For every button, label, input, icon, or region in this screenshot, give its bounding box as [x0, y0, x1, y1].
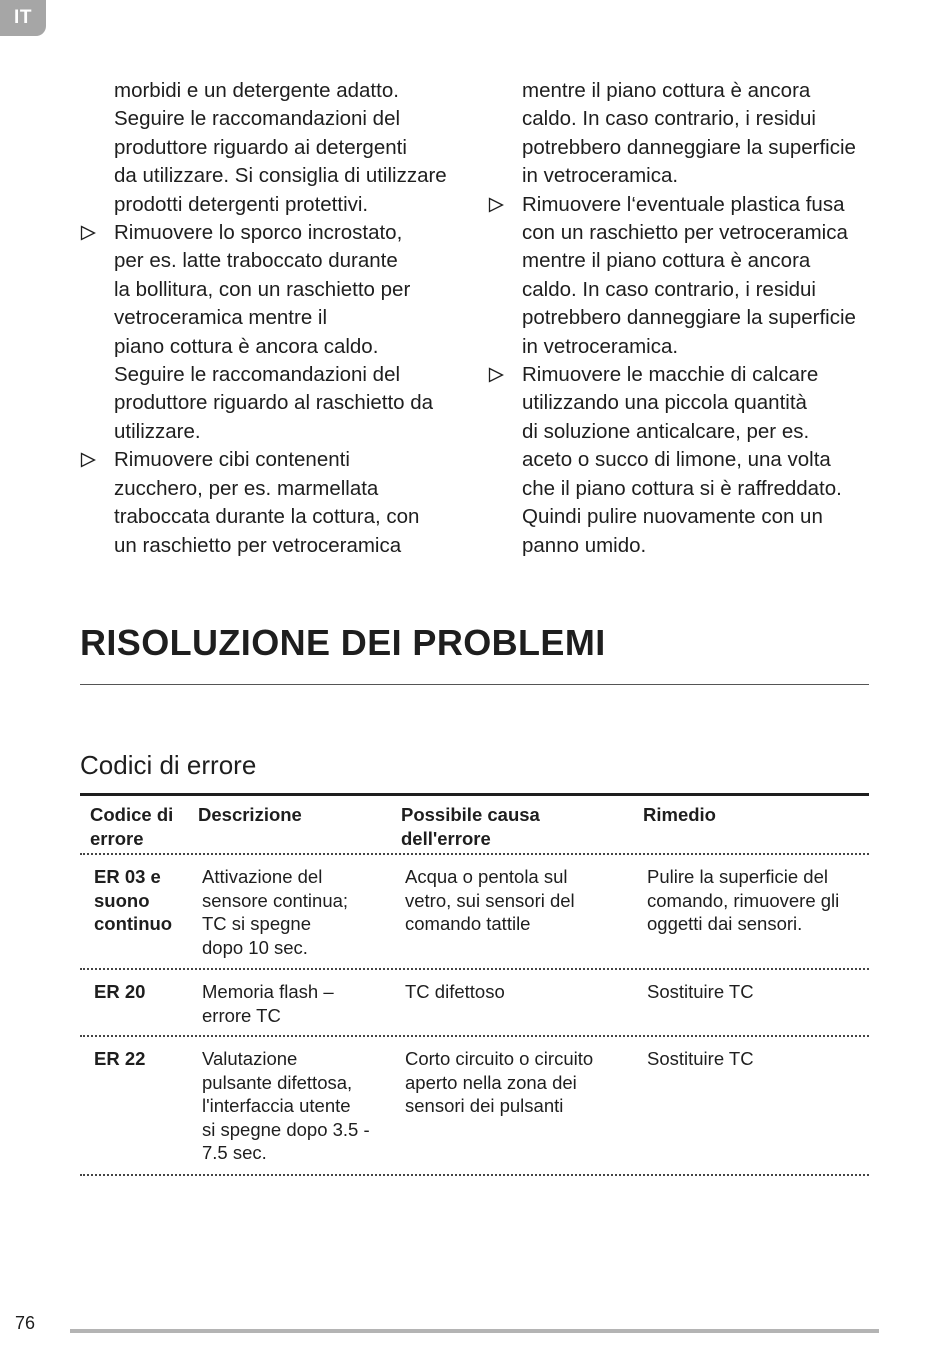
cell-line: pulsante difettosa, — [202, 1071, 353, 1093]
cell-remedy — [647, 980, 754, 1004]
cell-line: sensori dei pulsanti — [405, 1095, 564, 1117]
text-line: zucchero, per es. marmellata — [114, 476, 379, 500]
bullet-item — [488, 361, 880, 560]
cell-line: Valutazione — [202, 1048, 298, 1069]
section-title: RISOLUZIONE DEI PROBLEMI — [80, 622, 606, 663]
text-line: produttore riguardo al raschietto da — [114, 391, 434, 415]
cell-description — [202, 1047, 370, 1165]
language-tab: IT — [0, 0, 46, 36]
triangle-bullet-icon — [80, 225, 96, 241]
cell-line: aperto nella zona dei — [405, 1071, 577, 1093]
text-line: panno umido. — [522, 533, 647, 557]
text-line: che il piano cottura si è raffreddato. — [522, 476, 842, 500]
table-header-row — [80, 793, 869, 855]
text-line: utilizzando una piccola quantità — [522, 391, 807, 415]
text-line: piano cottura è ancora caldo. — [114, 334, 379, 358]
cell-line: Acqua o pentola sul — [405, 866, 568, 887]
cell-cause — [405, 1047, 593, 1118]
footer-bar — [70, 1329, 879, 1333]
text-line: morbidi e un detergente adatto. — [114, 79, 399, 102]
cell-line: l'interfaccia utente — [202, 1095, 351, 1117]
triangle-bullet-icon — [488, 367, 504, 383]
cell-line: errore TC — [202, 1004, 281, 1026]
header-line: Descrizione — [198, 804, 302, 825]
cell-line: Corto circuito o circuito — [405, 1048, 594, 1069]
cell-line: ER 22 — [94, 1048, 146, 1069]
cell-line: 7.5 sec. — [202, 1142, 267, 1164]
cell-code — [94, 1047, 145, 1071]
header-line: errore — [90, 828, 144, 849]
subsection-title: Codici di errore — [80, 750, 257, 780]
bullet-item — [488, 191, 880, 361]
text-line: potrebbero danneggiare la superficie — [522, 135, 856, 159]
cell-line: si spegne dopo 3.5 - — [202, 1118, 370, 1140]
page-number: 76 — [15, 1313, 36, 1333]
section-divider — [80, 684, 869, 685]
text-line: un raschietto per vetroceramica — [114, 533, 402, 557]
intro-paragraph — [488, 77, 880, 191]
left-text-column — [80, 77, 452, 560]
cell-description — [202, 865, 348, 959]
text-line: per es. latte traboccato durante — [114, 249, 398, 273]
table-row — [80, 855, 869, 970]
text-line: aceto o succo di limone, una volta — [522, 448, 831, 472]
text-line: produttore riguardo ai detergenti — [114, 135, 407, 159]
cell-line: comando tattile — [405, 913, 531, 935]
header-description — [198, 803, 302, 827]
triangle-bullet-icon — [488, 197, 504, 213]
header-cause — [401, 803, 540, 851]
text-line: di soluzione anticalcare, per es. — [522, 419, 810, 443]
cell-line: continuo — [94, 913, 173, 935]
text-line: traboccata durante la cottura, con — [114, 505, 420, 529]
text-line: Rimuovere lo sporco incrostato, — [114, 221, 403, 245]
cell-cause — [405, 980, 505, 1004]
cell-line: oggetti dai sensori. — [647, 913, 803, 935]
text-line: prodotti detergenti protettivi. — [114, 192, 369, 216]
bullet-item — [80, 219, 452, 446]
cell-line: ER 03 e — [94, 866, 161, 887]
text-line: in vetroceramica. — [522, 164, 679, 188]
cell-line: Sostituire TC — [647, 981, 754, 1002]
cell-line: TC si spegne — [202, 913, 311, 935]
text-line: da utilizzare. Si consiglia di utilizzare — [114, 164, 447, 188]
text-line: la bollitura, con un raschietto per — [114, 277, 411, 301]
triangle-bullet-icon — [80, 452, 96, 468]
text-line: Seguire le raccomandazioni del — [114, 107, 401, 131]
cell-line: vetro, sui sensori del — [405, 889, 575, 911]
header-line: Rimedio — [643, 804, 716, 825]
text-line: mentre il piano cottura è ancora — [522, 79, 811, 102]
cell-description — [202, 980, 334, 1027]
cell-line: TC difettoso — [405, 981, 505, 1002]
cell-line: sensore continua; — [202, 889, 349, 911]
text-line: Rimuovere cibi contenenti — [114, 448, 350, 472]
bullet-item — [80, 446, 452, 560]
cell-line: Attivazione del — [202, 866, 323, 887]
right-text-column — [488, 77, 880, 560]
text-line: Seguire le raccomandazioni del — [114, 363, 401, 387]
cell-line: suono — [94, 889, 150, 911]
text-line: potrebbero danneggiare la superficie — [522, 306, 856, 330]
cell-cause — [405, 865, 575, 936]
cell-line: Pulire la superficie del — [647, 866, 828, 887]
text-line: vetroceramica mentre il — [114, 306, 328, 330]
text-line: con un raschietto per vetroceramica — [522, 221, 848, 245]
cell-line: ER 20 — [94, 981, 146, 1002]
table-row — [80, 970, 869, 1037]
text-line: caldo. In caso contrario, i residui — [522, 277, 816, 301]
cell-code — [94, 980, 145, 1004]
text-line: caldo. In caso contrario, i residui — [522, 107, 816, 131]
header-line: Possibile causa — [401, 804, 540, 825]
text-line: Quindi pulire nuovamente con un — [522, 505, 823, 529]
header-line: dell'errore — [401, 828, 491, 849]
header-line: Codice di — [90, 804, 174, 825]
text-line: mentre il piano cottura è ancora — [522, 249, 811, 273]
text-line: in vetroceramica. — [522, 334, 679, 358]
cell-line: comando, rimuovere gli — [647, 889, 840, 911]
text-line: Rimuovere l‘eventuale plastica fusa — [522, 192, 845, 216]
header-code — [90, 803, 173, 851]
cell-remedy — [647, 1047, 754, 1071]
text-line: Rimuovere le macchie di calcare — [522, 363, 819, 387]
cell-line: dopo 10 sec. — [202, 936, 308, 958]
text-line: utilizzare. — [114, 419, 201, 443]
header-remedy — [643, 803, 716, 827]
table-row — [80, 1037, 869, 1176]
intro-paragraph — [80, 77, 452, 219]
error-codes-table — [80, 793, 869, 1176]
cell-line: Memoria flash – — [202, 981, 334, 1002]
cell-line: Sostituire TC — [647, 1048, 754, 1069]
cell-code — [94, 865, 172, 936]
cell-remedy — [647, 865, 839, 936]
